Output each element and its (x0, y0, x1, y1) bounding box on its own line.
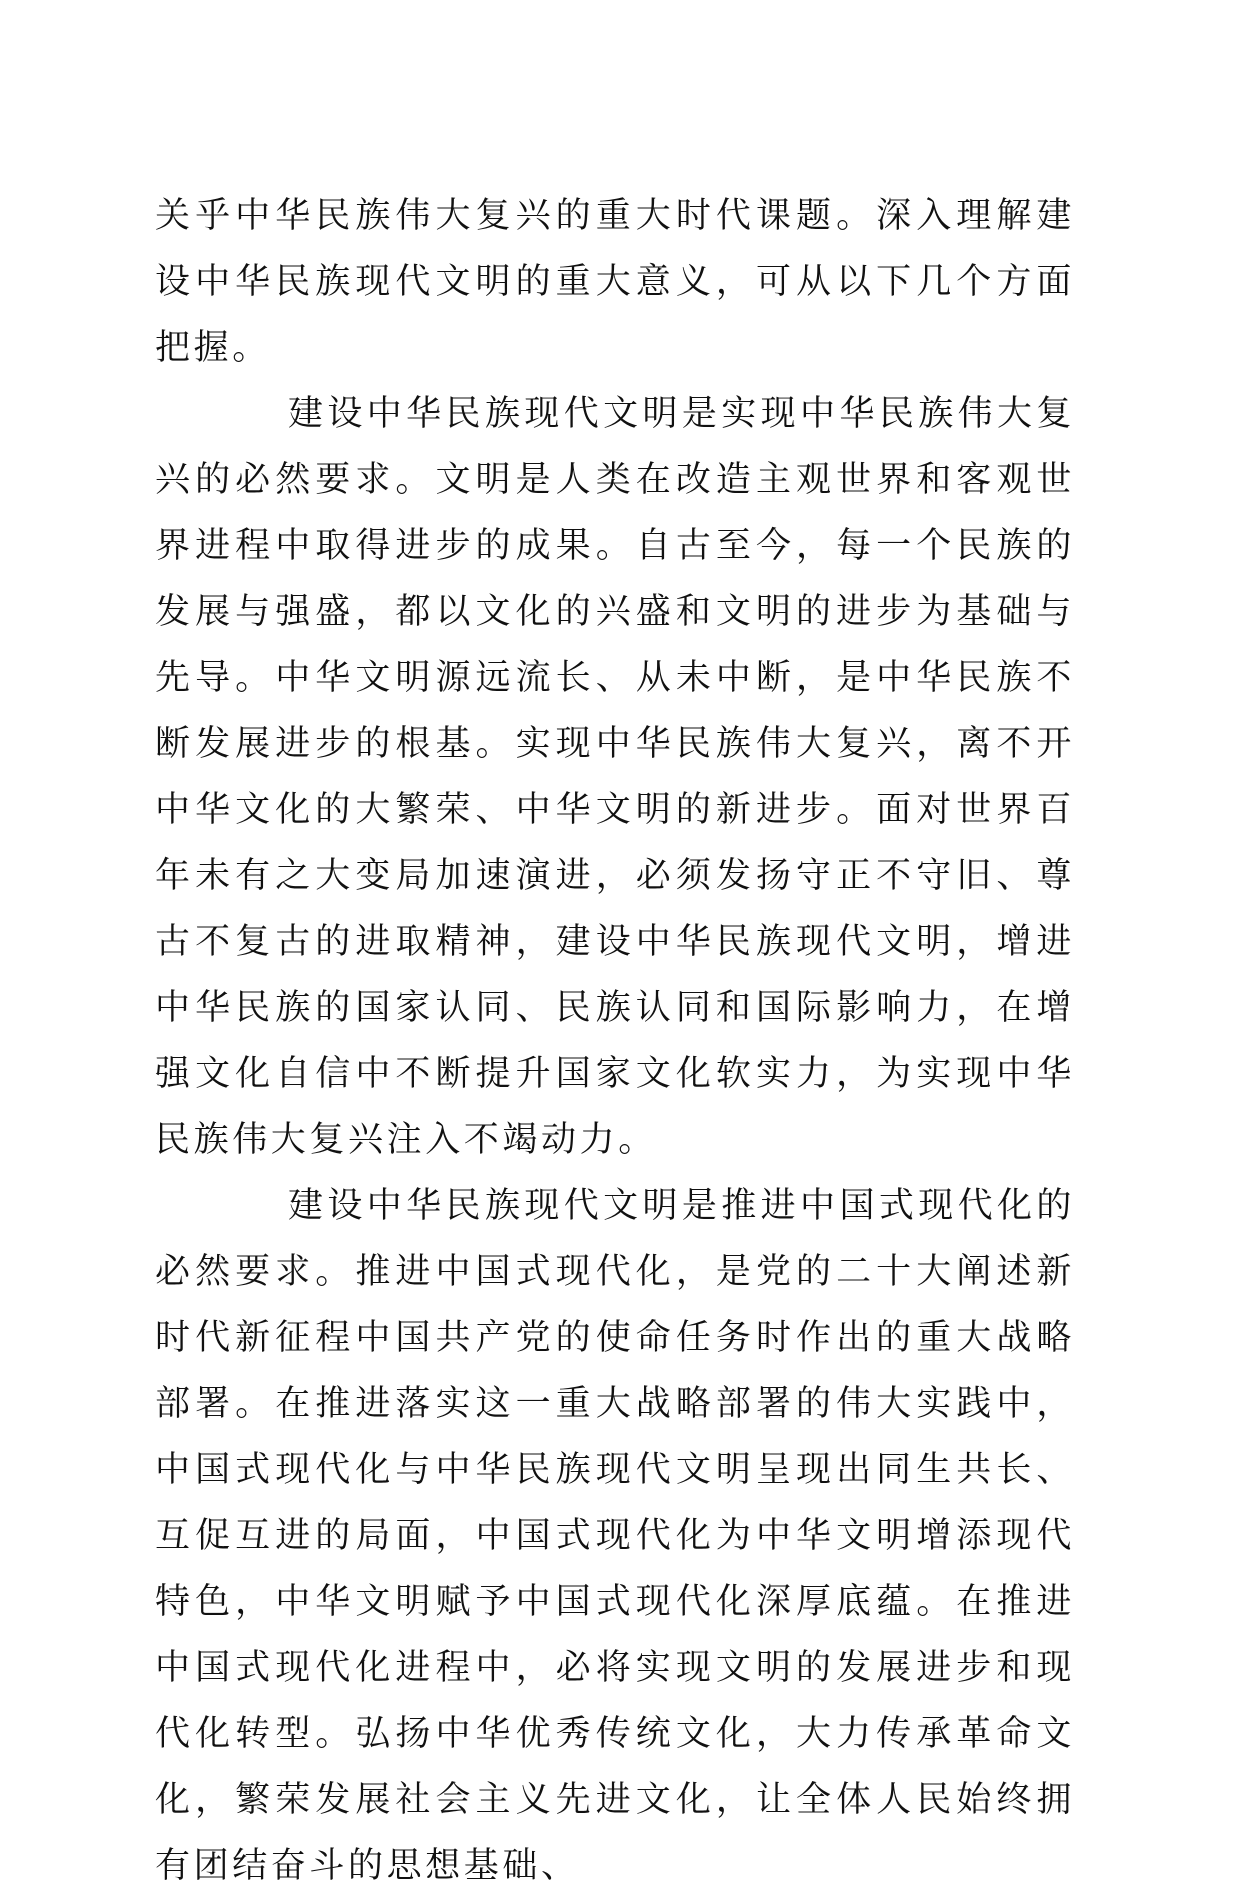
paragraph-rejuvenation: 建设中华民族现代文明是实现中华民族伟大复兴的必然要求。文明是人类在改造主观世界和客观世界进程中取得进步的成果。自古至今，每一个民族的发展与强盛，都以文化的兴盛和文明的进步为基础与先导。中华文明源远流长、从未中断，是中华民族不断发展进步的根基。实现中华民族伟大复兴，离不开中华文化的大繁荣、中华文明的新进步。面对世界百年未有之大变局加速演进，必须发扬守正不守旧、尊古不复古的进取精神，建设中华民族现代文明，增进中华民族的国家认同、民族认同和国际影响力，在增强文化自信中不断提升国家文化软实力，为实现中华民族伟大复兴注入不竭动力。 (155, 394, 1075, 1160)
paragraph-intro: 关乎中华民族伟大复兴的重大时代课题。深入理解建设中华民族现代文明的重大意义，可从以下几个方面把握。 (155, 196, 1075, 368)
paragraph-modernization: 建设中华民族现代文明是推进中国式现代化的必然要求。推进中国式现代化，是党的二十大阐述新时代新征程中国共产党的使命任务时作出的重大战略部署。在推进落实这一重大战略部署的伟大实践中，中国式现代化与中华民族现代文明呈现出同生共长、互促互进的局面，中国式现代化为中华文明增添现代特色，中华文明赋予中国式现代化深厚底蕴。在推进中国式现代化进程中，必将实现文明的发展进步和现代化转型。弘扬中华优秀传统文化，大力传承革命文化，繁荣发展社会主义先进文化，让全体人民始终拥有团结奋斗的思想基础、 (155, 1186, 1075, 1886)
document-page (155, 183, 1075, 1899)
